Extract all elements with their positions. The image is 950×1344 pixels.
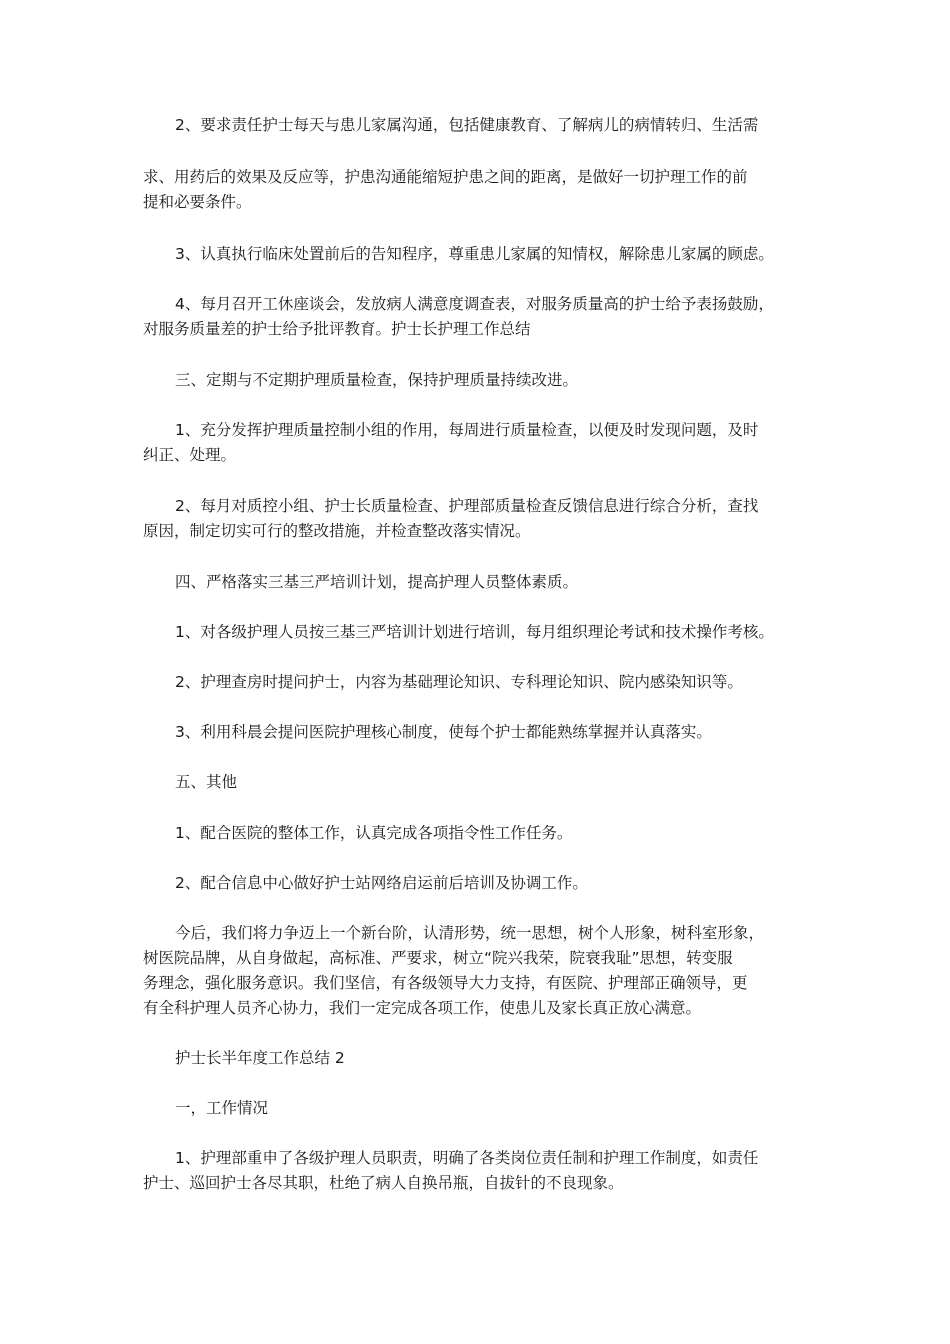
paragraph-line: 原因，制定切实可行的整改措施，并检查整改落实情况。	[143, 522, 531, 540]
paragraph-line: 一，工作情况	[175, 1099, 269, 1117]
paragraph-3	[143, 242, 833, 267]
paragraph-line: 护士、巡回护士各尽其职，杜绝了病人自换吊瓶，自拔针的不良现象。	[143, 1174, 624, 1192]
paragraph-14	[143, 871, 833, 896]
paragraph-11	[143, 720, 833, 745]
section-heading-1	[143, 1096, 833, 1121]
paragraph-line: 2、护理查房时提问护士，内容为基础理论知识、专科理论知识、院内感染知识等。	[175, 673, 743, 691]
paragraph-line: 2、配合信息中心做好护士站网络启运前后培训及协调工作。	[175, 874, 588, 892]
paragraph-15	[143, 921, 833, 1021]
paragraph-line: 1、充分发挥护理质量控制小组的作用，每周进行质量检查，以便及时发现问题，及时	[175, 421, 759, 439]
paragraph-line: 四、严格落实三基三严培训计划，提高护理人员整体素质。	[175, 573, 579, 591]
paragraph-line: 五、其他	[175, 773, 238, 791]
paragraph-line: 3、利用科晨会提问医院护理核心制度，使每个护士都能熟练掌握并认真落实。	[175, 723, 712, 741]
paragraph-1	[143, 113, 833, 138]
paragraph-line: 2、要求责任护士每天与患儿家属沟通，包括健康教育、了解病儿的病情转归、生活需	[175, 116, 759, 134]
paragraph-line: 2、每月对质控小组、护士长质量检查、护理部质量检查反馈信息进行综合分析，查找	[175, 497, 759, 515]
paragraph-line: 3、认真执行临床处置前后的告知程序，尊重患儿家属的知情权，解除患儿家属的顾虑。	[175, 245, 774, 263]
paragraph-line: 4、每月召开工休座谈会，发放病人满意度调查表，对服务质量高的护士给予表扬鼓励，	[175, 295, 774, 313]
paragraph-line: 树医院品牌，从自身做起，高标准、严要求，树立“院兴我荣，院衰我耻”思想，转变服	[143, 949, 733, 967]
paragraph-line: 护士长半年度工作总结 2	[175, 1049, 345, 1067]
paragraph-13	[143, 821, 833, 846]
paragraph-18	[143, 1146, 833, 1196]
section-heading-4	[143, 570, 833, 595]
paragraph-line: 务理念，强化服务意识。我们坚信，有各级领导大力支持，有医院、护理部正确领导，更	[143, 974, 748, 992]
paragraph-line: 1、护理部重申了各级护理人员职责，明确了各类岗位责任制和护理工作制度，如责任	[175, 1149, 759, 1167]
section-heading-5	[143, 770, 833, 795]
paragraph-line: 求、用药后的效果及反应等，护患沟通能缩短护患之间的距离，是做好一切护理工作的前	[143, 168, 748, 186]
paragraph-line: 有全科护理人员齐心协力，我们一定完成各项工作，使患儿及家长真正放心满意。	[143, 999, 702, 1017]
paragraph-line: 提和必要条件。	[143, 193, 252, 211]
paragraph-line: 1、配合医院的整体工作，认真完成各项指令性工作任务。	[175, 824, 573, 842]
paragraph-6	[143, 418, 833, 468]
paragraph-line: 1、对各级护理人员按三基三严培训计划进行培训，每月组织理论考试和技术操作考核。	[175, 623, 774, 641]
paragraph-line: 纠正、处理。	[143, 446, 237, 464]
paragraph-4	[143, 292, 833, 342]
paragraph-10	[143, 670, 833, 695]
paragraph-9	[143, 620, 833, 645]
paragraph-line: 对服务质量差的护士给予批评教育。护士长护理工作总结	[143, 320, 531, 338]
paragraph-line: 今后，我们将力争迈上一个新台阶，认清形势，统一思想，树个人形象，树科室形象，	[175, 924, 765, 942]
paragraph-7	[143, 494, 833, 544]
section-heading-3	[143, 368, 833, 393]
document-subtitle	[143, 1046, 833, 1071]
paragraph-2	[143, 165, 833, 215]
paragraph-line: 三、定期与不定期护理质量检查，保持护理质量持续改进。	[175, 371, 579, 389]
